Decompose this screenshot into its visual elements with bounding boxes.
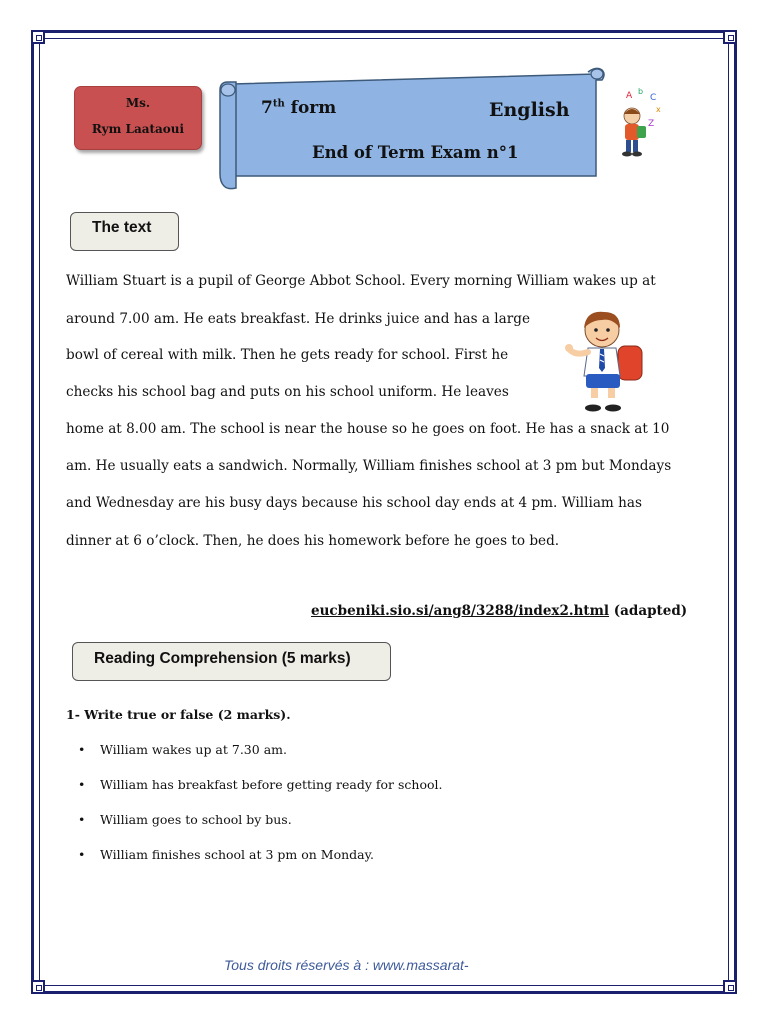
- bullet: •: [78, 812, 86, 827]
- reading-comprehension-heading: Reading Comprehension (5 marks): [72, 642, 391, 681]
- corner-ornament-bottom-left: [31, 980, 45, 994]
- corner-ornament-top-right: [723, 30, 737, 44]
- passage-line: am. He usually eats a sandwich. Normally, William finishes school at 3 pm but Mondays: [66, 458, 672, 474]
- list-item: • William finishes school at 3 pm on Monday.: [78, 847, 374, 862]
- teacher-name: Rym Laataoui: [91, 122, 185, 136]
- bullet: •: [78, 777, 86, 792]
- teacher-title: Ms.: [125, 96, 151, 110]
- source-link[interactable]: eucbeniki.sio.si/ang8/3288/index2.html: [311, 603, 610, 619]
- passage-line: dinner at 6 o’clock. Then, he does his homework before he goes to bed.: [66, 533, 560, 549]
- question-1: 1- Write true or false (2 marks).: [66, 707, 291, 722]
- list-item: • William goes to school by bus.: [78, 812, 292, 827]
- passage-line: checks his school bag and puts on his school uniform. He leaves: [66, 384, 509, 400]
- list-item: • William has breakfast before getting ready for school.: [78, 777, 443, 792]
- footer-copyright: Tous droits réservés à : www.massarat-: [224, 957, 469, 973]
- exam-title: End of Term Exam n°1: [312, 143, 519, 162]
- svg-text:A: A: [626, 91, 633, 101]
- svg-text:Z: Z: [648, 119, 655, 129]
- svg-text:x: x: [656, 105, 661, 114]
- bullet: •: [78, 742, 86, 757]
- passage-line: around 7.00 am. He eats breakfast. He drinks juice and has a large: [66, 311, 530, 327]
- passage-line: bowl of cereal with milk. Then he gets ready for school. First he: [66, 347, 509, 363]
- passage-line: home at 8.00 am. The school is near the house so he goes on foot. He has a snack at 10: [66, 421, 670, 437]
- subject-label: English: [489, 99, 570, 121]
- passage-line: William Stuart is a pupil of George Abbot School. Every morning William wakes up at: [66, 273, 656, 289]
- list-item: • William wakes up at 7.30 am.: [78, 742, 287, 757]
- text-section-heading: The text: [70, 212, 179, 251]
- corner-ornament-bottom-right: [723, 980, 737, 994]
- schoolboy-illustration: [562, 308, 654, 416]
- student-with-books-illustration: [608, 86, 668, 160]
- svg-text:b: b: [638, 87, 644, 96]
- svg-text:C: C: [650, 93, 657, 103]
- source-reference: [311, 603, 687, 619]
- form-label: 7th form: [261, 98, 337, 118]
- bullet: •: [78, 847, 86, 862]
- passage-line: and Wednesday are his busy days because his school day ends at 4 pm. William has: [66, 495, 642, 511]
- title-scroll-banner: [214, 64, 610, 192]
- source-note: (adapted): [613, 603, 688, 619]
- corner-ornament-top-left: [31, 30, 45, 44]
- teacher-badge: [74, 86, 202, 150]
